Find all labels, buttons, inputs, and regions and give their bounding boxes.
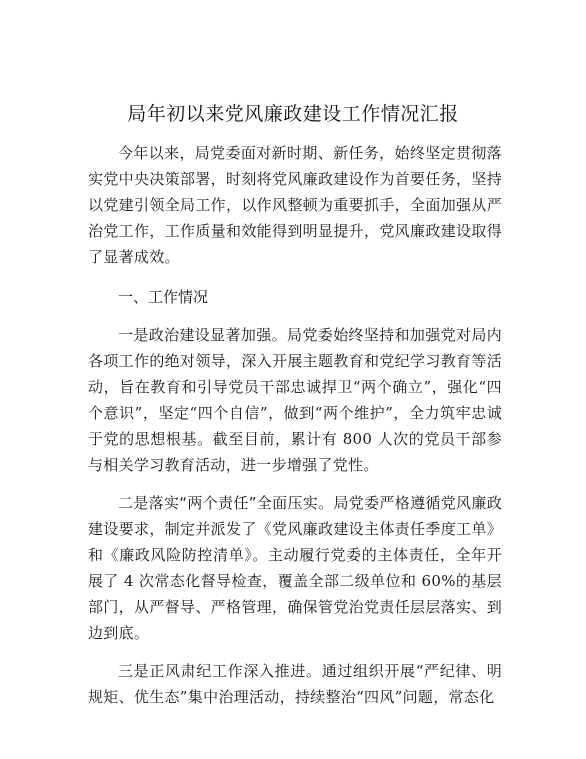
item-paragraph-two-responsibilities (88, 490, 502, 646)
item-paragraph-political-construction (88, 322, 502, 478)
section-heading-work-status: 一、工作情况 (118, 288, 209, 306)
item-text: 局党委始终坚持和加强党对局内各项工作的绝对领导，深入开展主题教育和党纪学习教育等活动，旨在教育和引导党员干部忠诚捍卫“两个确立”，强化“四个意识”，坚定“四个自信”，做到“两个维护”，全力筑牢忠诚于党的思想根基。截至目前，累计有 800 人次的党员干部参与相关学习教育活动，进一步增强了党性。 (88, 326, 502, 474)
document-title: 局年初以来党风廉政建设工作情况汇报 (127, 103, 459, 125)
item-lead: 二是落实“两个责任”全面压实。 (118, 494, 334, 512)
document-body (88, 140, 502, 710)
item-lead: 一是政治建设显著加强。 (118, 326, 287, 344)
item-paragraph-discipline (88, 658, 502, 710)
item-text: 局党委严格遵循党风廉政建设要求，制定并派发了《党风廉政建设主体责任季度工单》和《廉政风险防控清单》。主动履行党委的主体责任，全年开展了 4 次常态化督导检查，覆盖全部二级单位和 60%的基层部门，从严督导、严格管理，确保管党治党责任层层落实、到边到底。 (88, 494, 502, 642)
item-text: 通过组织开展“严纪律、明规矩、优生态”集中治理活动，持续整治“四风”问题，常态化 (88, 662, 502, 706)
intro-paragraph: 今年以来，局党委面对新时期、新任务，始终坚定贯彻落实党中央决策部署，时刻将党风廉政建设作为首要任务，坚持以党建引领全局工作，以作风整顿为重要抓手，全面加强从严治党工作，工作质量和效能得到明显提升，党风廉政建设取得了显著成效。 (88, 144, 502, 266)
item-lead: 三是正风肃纪工作深入推进。 (118, 662, 322, 680)
